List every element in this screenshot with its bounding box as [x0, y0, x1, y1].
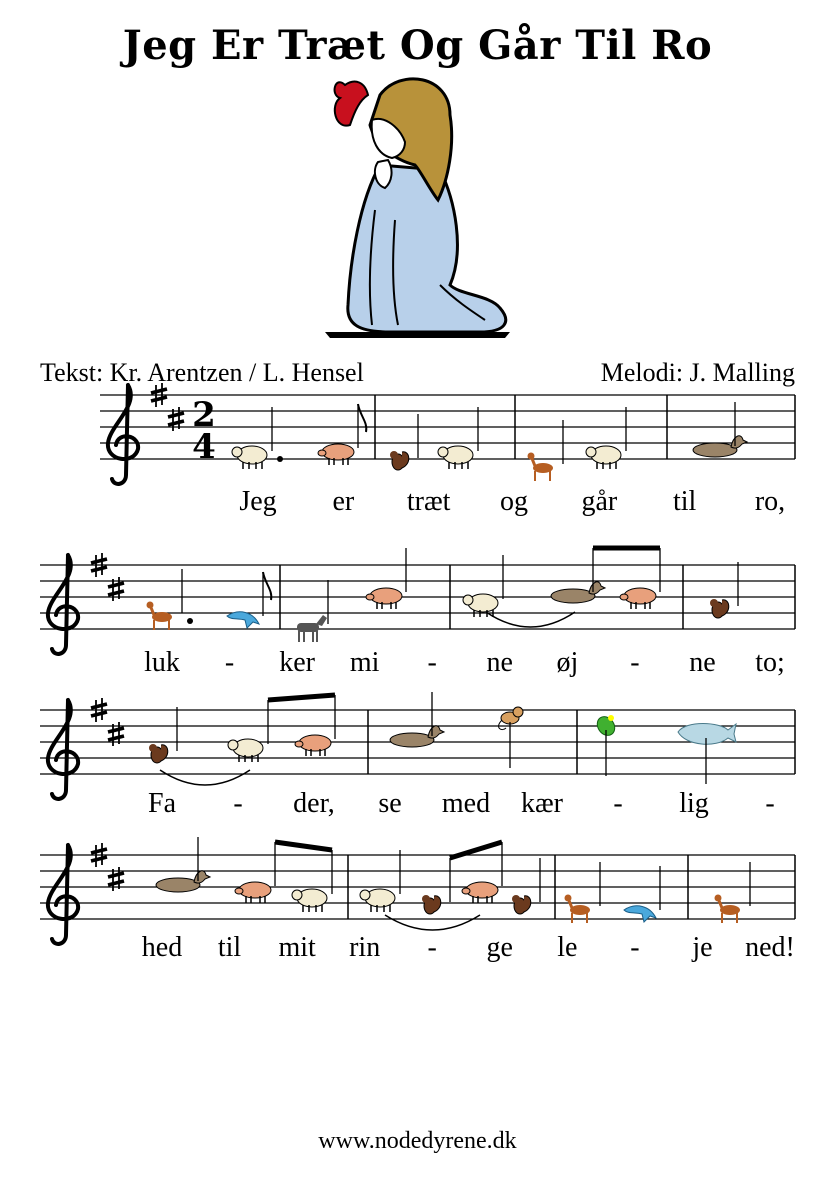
note: [528, 420, 564, 481]
lyric-syllable: kær: [521, 788, 563, 819]
slur: [385, 915, 480, 930]
lyric-syllable: rin: [349, 932, 381, 963]
treble-clef-icon: [48, 700, 78, 799]
lyric-syllable: -: [630, 932, 640, 963]
dolphin-icon: [227, 612, 259, 628]
note: [235, 842, 275, 903]
note: [499, 707, 523, 768]
note: [463, 555, 503, 617]
note: [422, 858, 450, 914]
note: [586, 407, 626, 469]
lyric-syllable: mi: [349, 647, 380, 678]
lyric-syllable: se: [378, 788, 402, 819]
note: [297, 580, 328, 642]
squirrel-icon: [390, 451, 409, 470]
website-footer: www.nodedyrene.dk: [318, 1128, 517, 1154]
note-flag: [263, 572, 271, 600]
sheep-icon: [232, 446, 267, 469]
duck-icon: [693, 436, 747, 457]
pig-icon: [318, 444, 354, 465]
lyric-syllable: -: [233, 788, 243, 819]
duck-icon: [156, 871, 210, 892]
note: [512, 858, 540, 914]
slur: [486, 612, 575, 627]
lyric-syllable: til: [672, 486, 697, 517]
pig-icon: [235, 882, 271, 903]
note: [318, 404, 366, 465]
deer-icon: [147, 602, 173, 631]
sheep-icon: [292, 889, 327, 912]
note: [275, 842, 332, 912]
slur: [160, 770, 250, 785]
note-beam: [275, 842, 332, 850]
lyric-syllable: og: [500, 486, 528, 517]
dotted-note-dot: [277, 456, 283, 462]
squirrel-icon: [149, 744, 168, 763]
lyric-syllable: ne: [689, 647, 716, 678]
staff-system: [40, 548, 795, 678]
page-title: Jeg Er Træt Og Går Til Ro: [122, 22, 713, 69]
duck-icon: [551, 582, 605, 603]
note: [156, 837, 210, 892]
lyric-syllable: øj: [556, 647, 579, 678]
pig-icon: [462, 882, 498, 903]
staff-system: [40, 837, 795, 963]
lyric-syllable: ne: [486, 647, 513, 678]
lyric-syllable: med: [441, 788, 491, 819]
staff-system: [40, 692, 795, 819]
lyric-syllable: træt: [406, 486, 451, 517]
lyric-syllable: til: [217, 932, 242, 963]
lyric-syllable: ned!: [745, 932, 795, 963]
treble-clef-icon: [48, 845, 78, 944]
lyric-syllable: mit: [278, 932, 316, 963]
note: [693, 402, 747, 457]
note: [147, 569, 194, 630]
note-beam: [268, 695, 335, 700]
lyric-syllable: ker: [279, 647, 315, 678]
lyric-syllable: -: [765, 788, 775, 819]
note: [438, 407, 478, 469]
squirrel-icon: [422, 895, 441, 914]
note: [366, 548, 406, 609]
note: [232, 407, 283, 469]
note: [228, 700, 268, 762]
lyric-syllable: to;: [755, 647, 785, 678]
pig-icon: [366, 588, 402, 609]
staff-system: [100, 383, 795, 517]
note: [624, 866, 660, 922]
note: [551, 548, 605, 603]
lyric-syllable: hed: [141, 932, 183, 963]
note: [710, 562, 738, 618]
treble-clef-icon: [48, 555, 78, 654]
lyric-syllable: ge: [486, 932, 513, 963]
treble-clef-icon: [108, 385, 138, 484]
lyric-syllable: ro,: [754, 486, 786, 517]
lyric-syllable: je: [692, 932, 713, 963]
sheep-icon: [586, 446, 621, 469]
note-flag: [358, 404, 366, 432]
note: [678, 724, 736, 785]
time-signature-bottom: 4: [192, 427, 216, 467]
note: [149, 707, 177, 763]
note: [390, 414, 418, 470]
squirrel-icon: [710, 599, 729, 618]
lyricist-credit: Tekst: Kr. Arentzen / L. Hensel: [40, 358, 364, 387]
note: [593, 548, 660, 609]
lyric-syllable: lig: [679, 788, 709, 819]
lyric-syllable: -: [630, 647, 640, 678]
deer-icon: [528, 453, 554, 482]
lyric-syllable: -: [427, 647, 437, 678]
lyric-syllable: -: [224, 647, 235, 678]
lyric-syllable: -: [613, 788, 623, 819]
lyric-syllable: er: [332, 486, 355, 517]
dotted-note-dot: [187, 618, 193, 624]
note: [390, 692, 444, 747]
sheep-icon: [360, 889, 395, 912]
note: [450, 842, 502, 903]
lyric-syllable: Fa: [148, 788, 176, 819]
pig-icon: [620, 588, 656, 609]
squirrel-icon: [512, 895, 531, 914]
pig-icon: [295, 735, 331, 756]
lyric-syllable: der,: [293, 788, 335, 819]
lyric-syllable: -: [427, 932, 437, 963]
sheep-icon: [438, 446, 473, 469]
lyric-syllable: luk: [144, 647, 180, 678]
lyric-syllable: Jeg: [239, 486, 277, 517]
note: [594, 713, 619, 776]
duck-icon: [390, 726, 444, 747]
lyric-syllable: le: [557, 932, 578, 963]
time-signature-top: 2: [192, 395, 216, 435]
composer-credit: Melodi: J. Malling: [600, 358, 795, 387]
lyric-syllable: går: [581, 486, 618, 517]
